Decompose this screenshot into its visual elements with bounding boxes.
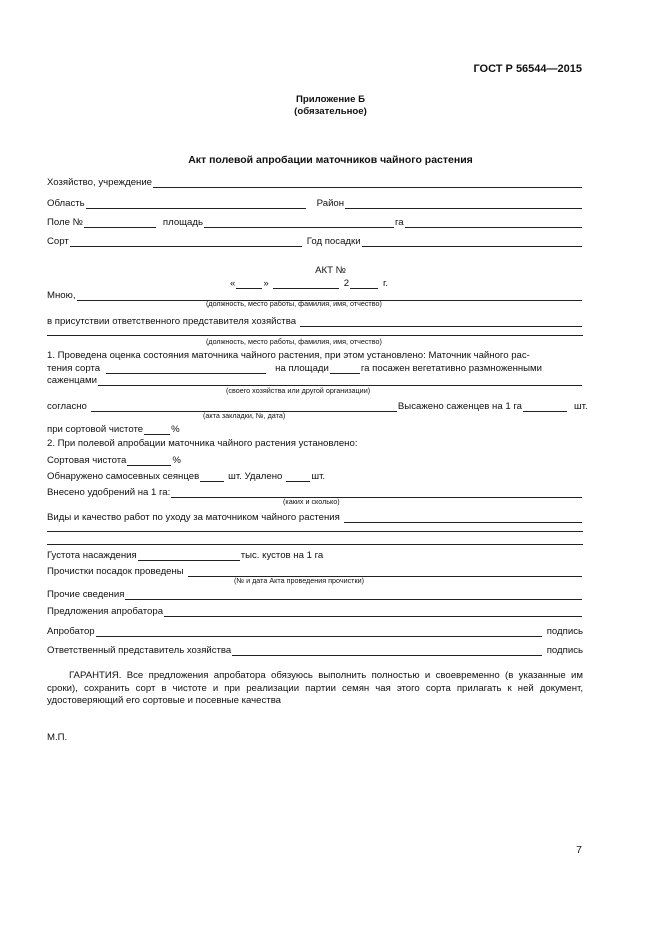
region-field[interactable] — [86, 197, 306, 209]
fertilizer-label: Внесено удобрений на 1 га: — [47, 487, 171, 498]
pcs-text: шт. — [573, 401, 588, 412]
proposals-label: Предложения апробатора — [47, 606, 164, 617]
cleaning-label: Прочистки посадок проведены — [47, 566, 184, 577]
field-row — [47, 214, 583, 228]
density-label: Густота насаждения — [47, 550, 137, 561]
density-field[interactable] — [138, 549, 240, 561]
hint-fertilizer: (каких и сколько) — [283, 497, 340, 506]
variety-field[interactable] — [70, 235, 302, 247]
seedlings-found-field[interactable] — [200, 470, 224, 482]
area-label: площадь — [162, 217, 203, 228]
other-row — [47, 586, 583, 600]
annex-title: Приложение Б — [296, 94, 365, 105]
district-label: Район — [316, 198, 345, 209]
plant-year-field[interactable] — [362, 235, 582, 247]
item1-line5 — [47, 421, 583, 435]
care-row — [47, 509, 583, 523]
stamp-label: М.П. — [47, 732, 68, 743]
field-no-field[interactable] — [84, 216, 156, 228]
approbator-row — [47, 623, 583, 637]
district-field[interactable] — [345, 197, 582, 209]
ha-label: га — [394, 217, 404, 228]
item2-title: 2. При полевой апробации маточника чайного растения установлено: — [47, 438, 358, 449]
according-text: согласно — [47, 401, 87, 412]
cleaning-row — [47, 563, 583, 577]
purity-row — [47, 452, 583, 466]
farm-row — [47, 174, 583, 188]
item1-purity-field[interactable] — [144, 423, 170, 435]
variety-text: тения сорта — [47, 363, 101, 374]
document-title: Акт полевой апробации маточников чайного растения — [188, 154, 473, 166]
act-title: АКТ № — [315, 265, 346, 276]
fertilizer-field[interactable] — [171, 486, 582, 498]
approbator-signature-label: подпись — [546, 626, 583, 637]
date-year-suffix: г. — [383, 278, 389, 289]
hint-position: (должность, место работы, фамилия, имя, отчество) — [206, 299, 382, 308]
representative-label: Ответственный представитель хозяйства — [47, 645, 232, 656]
representative-signature-label: подпись — [546, 645, 583, 656]
other-field[interactable] — [125, 588, 582, 600]
hint-own-farm: (своего хозяйства или другой организации) — [226, 386, 371, 395]
representative-field[interactable] — [232, 644, 541, 656]
presence-label: в присутствии ответственного представителя хозяйства — [47, 316, 297, 327]
approbator-field[interactable] — [96, 625, 542, 637]
hint-position-2: (должность, место работы, фамилия, имя, отчество) — [206, 337, 382, 346]
date-close-quote: » — [263, 278, 269, 289]
variety-row — [47, 233, 583, 247]
item1-seedlings-field[interactable] — [98, 374, 582, 386]
proposals-row — [47, 603, 583, 617]
purity-at-text: при сортовой чистоте — [47, 424, 144, 435]
other-label: Прочие сведения — [47, 589, 125, 600]
proposals-field[interactable] — [164, 605, 582, 617]
removed-label: шт. Удалено — [228, 471, 283, 482]
care-extra-line-2[interactable] — [47, 544, 583, 545]
approbator-label: Апробатор — [47, 626, 95, 637]
seedlings-text: саженцами — [47, 375, 97, 386]
hint-act: (акта закладки, №, дата) — [203, 411, 286, 420]
care-label: Виды и качество работ по уходу за маточником чайного растения — [47, 512, 340, 523]
seedlings-label: Обнаружено самосевных сеянцев — [47, 471, 200, 482]
area-extra-field[interactable] — [405, 216, 582, 228]
hint-cleaning: (№ и дата Акта проведения прочистки) — [234, 576, 365, 585]
density-row — [47, 547, 583, 561]
item1-line3 — [47, 372, 583, 386]
purity-unit: % — [172, 455, 181, 466]
standard-code: ГОСТ Р 56544—2015 — [473, 63, 582, 75]
presence-field[interactable] — [300, 315, 582, 327]
seedlings-removed-field[interactable] — [286, 470, 310, 482]
plant-year-label: Год посадки — [306, 236, 361, 247]
item1-line4 — [47, 398, 588, 412]
area-field[interactable] — [204, 216, 394, 228]
farm-label: Хозяйство, учреждение — [47, 177, 153, 188]
item1-line1: 1. Проведена оценка состояния маточника чайного растения, при этом установлено: Маточник чайного рас- — [47, 350, 530, 361]
annex-status: (обязательное) — [294, 106, 367, 117]
purity-label: Сортовая чистота — [47, 455, 127, 466]
farm-field[interactable] — [153, 176, 582, 188]
area-text: на площади — [275, 363, 329, 374]
fertilizer-row — [47, 484, 583, 498]
by-me-label: Мною, — [47, 290, 76, 301]
purity-field[interactable] — [127, 454, 171, 466]
date-year-prefix: 2 — [343, 278, 350, 289]
removed-unit: шт. — [311, 471, 326, 482]
item2-title-row — [47, 435, 583, 449]
purity-pct-text: % — [171, 424, 180, 435]
region-label: Область — [47, 198, 85, 209]
field-no-label: Поле № — [47, 217, 83, 228]
date-open-quote: « — [230, 278, 236, 289]
presence-row — [47, 313, 583, 327]
care-extra-line-1[interactable] — [47, 531, 583, 532]
representative-row — [47, 642, 583, 656]
guarantee-text: ГАРАНТИЯ. Все предложения апробатора обязуюсь выполнить полностью и своевременно (в указанные им сроки), сохранить сорт в чистоте и при реализации партии семян чая этого сорта прилагать к ней документ, удостоверяющий его сортовые и посевные качества — [47, 670, 583, 706]
presence-extra-line[interactable] — [47, 335, 583, 336]
region-row — [47, 195, 583, 209]
planted-text: га посажен вегетативно размноженными — [360, 363, 543, 374]
density-unit: тыс. кустов на 1 га — [240, 550, 324, 561]
seedlings-row — [47, 468, 583, 482]
page-number: 7 — [576, 844, 582, 856]
variety-label: Сорт — [47, 236, 69, 247]
item1-count-field[interactable] — [523, 400, 567, 412]
planted-count-text: Высажено саженцев на 1 га — [397, 401, 522, 412]
care-field[interactable] — [344, 511, 582, 523]
